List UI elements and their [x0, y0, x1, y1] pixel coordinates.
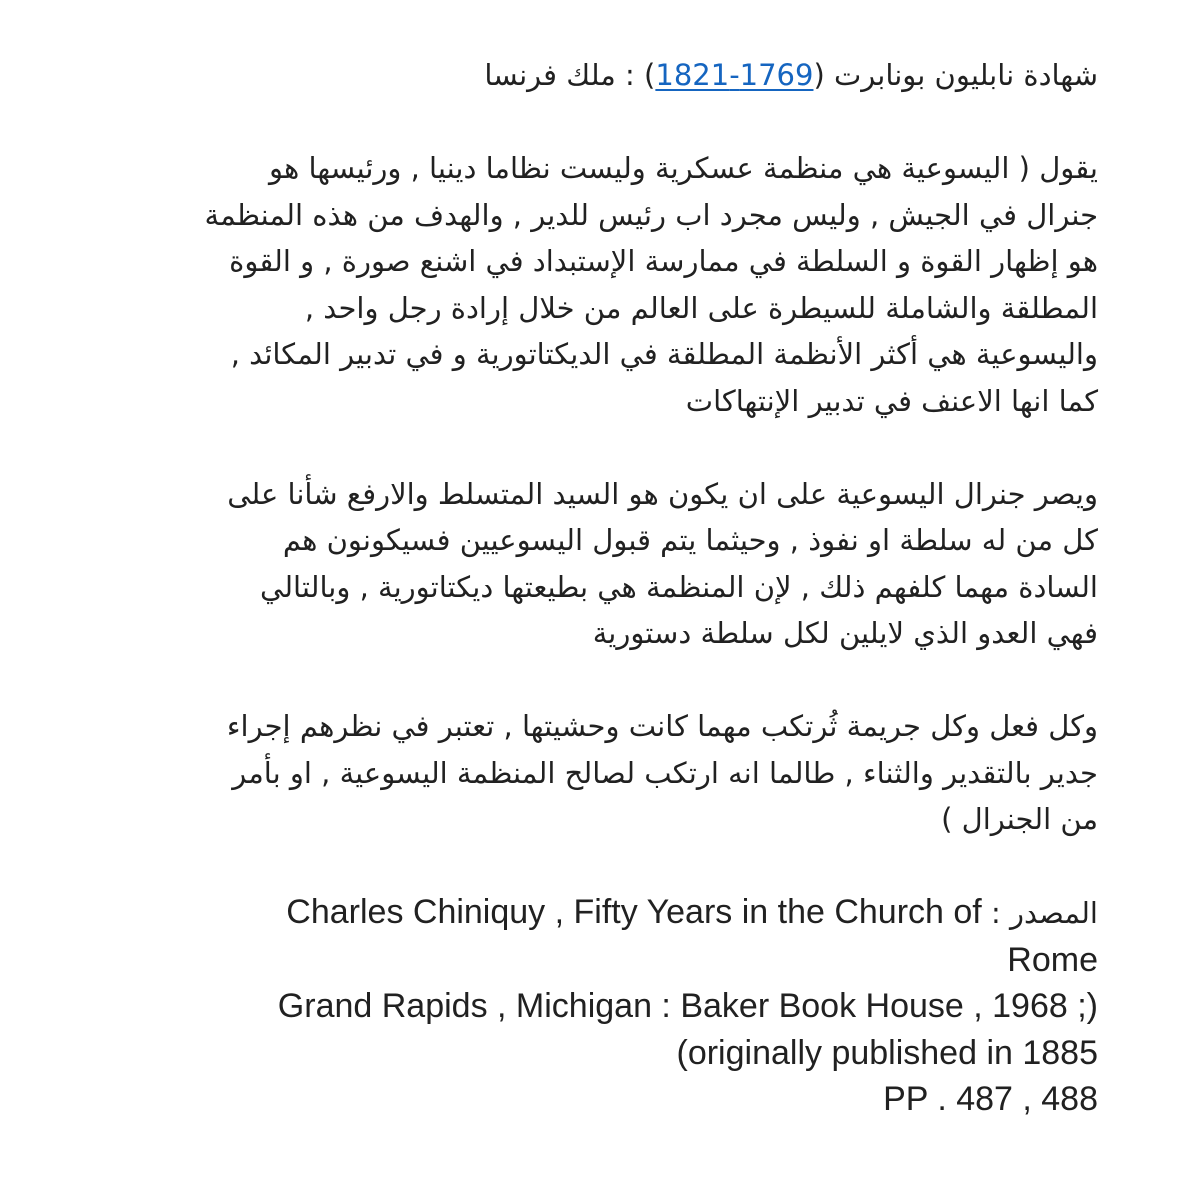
text-line: كما انها الاعنف في تدبير الإنتهاكات	[685, 383, 1098, 418]
text-line: جنرال في الجيش , وليس مجرد اب رئيس للدير , والهدف من هذه المنظمة	[204, 197, 1098, 232]
text-line: واليسوعية هي أكثر الأنظمة المطلقة في الديكتاتورية و في تدبير المكائد ,	[230, 337, 1098, 371]
text-line: وكل فعل وكل جريمة ثُرتكب مهما كانت وحشيتها , تعتبر في نظرهم إجراء	[226, 709, 1098, 743]
spacer	[70, 843, 1098, 890]
source-title: Charles Chiniquy , Fifty Years in the Church of	[286, 893, 982, 931]
text-line: يقول ( اليسوعية هي منظمة عسكرية وليست نظاما دينيا , ورئيسها هو	[269, 151, 1098, 185]
paragraph-1	[70, 145, 1098, 424]
title-text-end: ) : ملك فرنسا	[484, 58, 656, 92]
spacer	[70, 424, 1098, 471]
paragraph-3	[70, 703, 1098, 843]
text-line: السادة مهما كلفهم ذلك , لإن المنظمة هي بطيعتها ديكتاتورية , وبالتالي	[260, 569, 1098, 604]
source-publisher: Grand Rapids , Michigan : Baker Book House , 1968 ;)	[277, 987, 1098, 1025]
spacer	[70, 657, 1098, 704]
text-line: كل من له سلطة او نفوذ , وحيثما يتم قبول اليسوعيين فسيكونون هم	[282, 523, 1098, 557]
source-citation	[70, 889, 1098, 1123]
date-range-link[interactable]: 1769-1821	[655, 58, 814, 92]
source-label: المصدر :	[981, 896, 1098, 930]
document-body	[70, 52, 1098, 1123]
text-line: ويصر جنرال اليسوعية على ان يكون هو السيد المتسلط والارفع شأنا على	[227, 476, 1098, 511]
spacer	[70, 99, 1098, 146]
text-line: هو إظهار القوة و السلطة في ممارسة الإستبداد في اشنع صورة , و القوة	[229, 244, 1098, 278]
text-line: جدير بالتقدير والثناء , طالما انه ارتكب لصالح المنظمة اليسوعية , او بأمر	[232, 755, 1098, 790]
source-pages: PP . 487 , 488	[883, 1080, 1098, 1118]
text-line: المطلقة والشاملة للسيطرة على العالم من خلال إرادة رجل واحد ,	[304, 290, 1098, 325]
text-line: من الجنرال )	[941, 802, 1098, 836]
source-title-continued: Rome	[1007, 940, 1098, 979]
paragraph-2	[70, 471, 1098, 657]
text-line: فهي العدو الذي لايلين لكل سلطة دستورية	[592, 616, 1098, 650]
title-text-start: شهادة نابليون بونابرت (	[813, 58, 1098, 92]
source-title-line	[70, 889, 1098, 937]
title-line	[70, 52, 1098, 99]
source-original-publication: (originally published in 1885	[676, 1033, 1098, 1072]
